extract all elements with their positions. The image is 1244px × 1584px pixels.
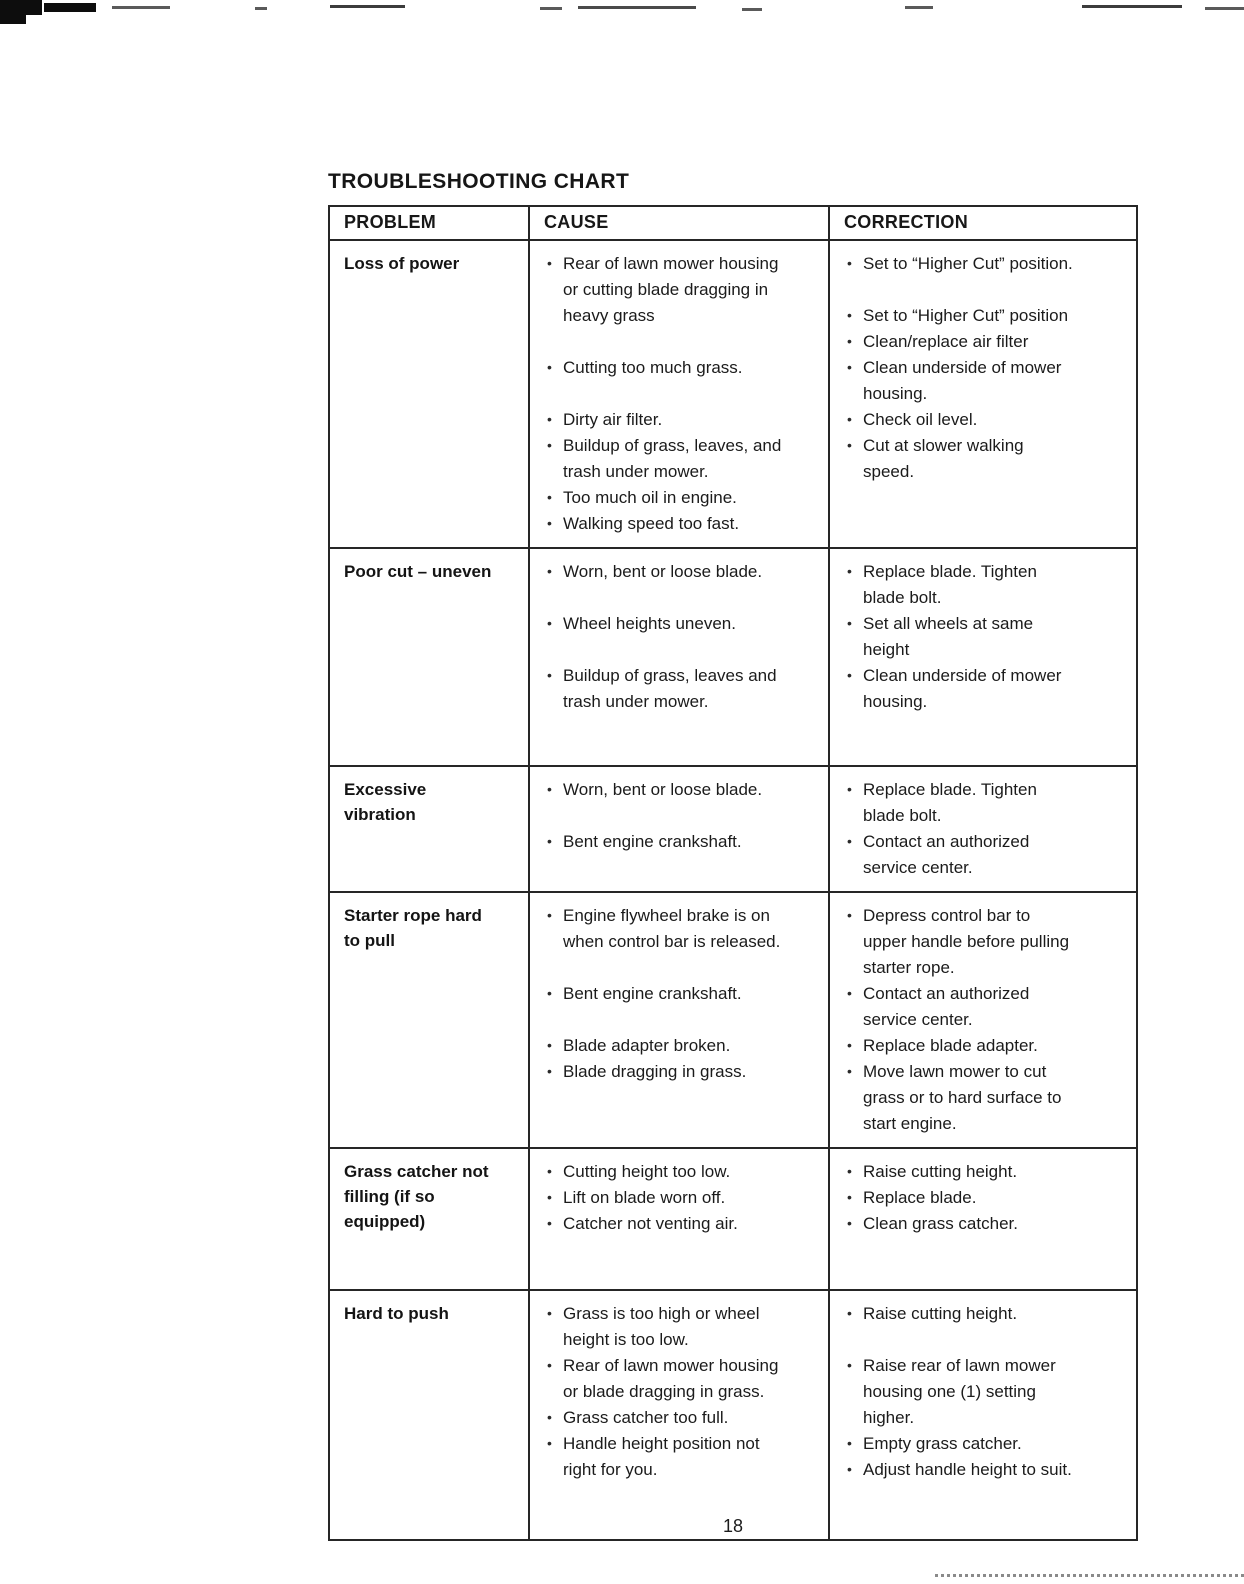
bullet-group — [544, 777, 788, 803]
bullet-group — [544, 1033, 788, 1085]
bullet-group — [544, 903, 788, 955]
scan-blotch-icon — [0, 15, 26, 24]
column-header-cause: CAUSE — [529, 206, 829, 240]
table-row — [329, 766, 1137, 892]
scan-edge-dash — [255, 7, 267, 10]
bullet-item: • Clean grass catcher. — [844, 1211, 1078, 1237]
bullet-item: • Replace blade adapter. — [844, 1033, 1078, 1059]
bullet-group — [544, 829, 788, 855]
page-title: TROUBLESHOOTING CHART — [328, 170, 630, 193]
bullet-group — [844, 251, 1078, 277]
problem-cell: Excessive vibration — [329, 766, 529, 892]
bullet-group — [544, 611, 788, 637]
scan-edge-dash — [905, 6, 933, 9]
bullet-group — [844, 777, 1078, 881]
scan-blotch-icon — [0, 0, 42, 15]
bullet-group — [844, 1301, 1078, 1327]
bullet-item: • Worn, bent or loose blade. — [544, 777, 788, 803]
scan-edge-dash — [540, 7, 562, 10]
bullet-item: • Rear of lawn mower housing or cutting blade dragging in heavy grass — [544, 251, 788, 329]
bullet-item: • Too much oil in engine. — [544, 485, 788, 511]
bullet-group — [544, 355, 788, 381]
table-row — [329, 892, 1137, 1148]
bullet-group — [844, 903, 1078, 1137]
bullet-item: • Bent engine crankshaft. — [544, 829, 788, 855]
bullet-item: • Engine flywheel brake is on when control bar is released. — [544, 903, 788, 955]
bullet-item: • Grass is too high or wheel height is too low. — [544, 1301, 788, 1353]
troubleshooting-table — [328, 205, 1138, 1541]
page-number: 18 — [722, 1516, 744, 1536]
bullet-item: • Depress control bar to upper handle before pulling starter rope. — [844, 903, 1078, 981]
bullet-item: • Rear of lawn mower housing or blade dragging in grass. — [544, 1353, 788, 1405]
bullet-item: • Raise cutting height. — [844, 1159, 1078, 1185]
bullet-item: • Set all wheels at same height — [844, 611, 1078, 663]
bullet-group — [544, 1301, 788, 1483]
bullet-item: • Handle height position not right for you. — [544, 1431, 788, 1483]
bullet-item: • Set to “Higher Cut” position. — [844, 251, 1078, 277]
bullet-item: • Catcher not venting air. — [544, 1211, 788, 1237]
problem-cell: Poor cut – uneven — [329, 548, 529, 766]
bullet-item: • Contact an authorized service center. — [844, 829, 1078, 881]
bullet-group — [544, 407, 788, 537]
bullet-item: • Cut at slower walking speed. — [844, 433, 1078, 485]
bullet-item: • Blade dragging in grass. — [544, 1059, 788, 1085]
cause-cell — [529, 892, 829, 1148]
bullet-item: • Worn, bent or loose blade. — [544, 559, 788, 585]
bullet-item: • Clean underside of mower housing. — [844, 355, 1078, 407]
bullet-item: • Set to “Higher Cut” position — [844, 303, 1078, 329]
cause-cell — [529, 766, 829, 892]
bullet-item: • Raise rear of lawn mower housing one (1) setting higher. — [844, 1353, 1078, 1431]
scan-edge-dash — [112, 6, 170, 9]
bullet-item: • Grass catcher too full. — [544, 1405, 788, 1431]
bullet-item: • Clean/replace air filter — [844, 329, 1078, 355]
scan-edge-dotted — [935, 1574, 1244, 1577]
scan-edge-dash — [578, 6, 696, 9]
bullet-group — [544, 251, 788, 329]
bullet-item: • Cutting too much grass. — [544, 355, 788, 381]
bullet-item: • Lift on blade worn off. — [544, 1185, 788, 1211]
bullet-item: • Replace blade. Tighten blade bolt. — [844, 559, 1078, 611]
cause-cell — [529, 548, 829, 766]
bullet-group — [544, 1159, 788, 1237]
correction-cell — [829, 1148, 1137, 1290]
problem-cell: Grass catcher not filling (if so equipped) — [329, 1148, 529, 1290]
bullet-item: • Move lawn mower to cut grass or to hard surface to start engine. — [844, 1059, 1078, 1137]
bullet-item: • Replace blade. — [844, 1185, 1078, 1211]
correction-cell — [829, 240, 1137, 548]
cause-cell — [529, 1290, 829, 1540]
bullet-item: • Contact an authorized service center. — [844, 981, 1078, 1033]
bullet-item: • Empty grass catcher. — [844, 1431, 1078, 1457]
bullet-group — [544, 559, 788, 585]
correction-cell — [829, 766, 1137, 892]
correction-cell — [829, 1290, 1137, 1540]
column-header-problem: PROBLEM — [329, 206, 529, 240]
scan-edge-dash — [742, 8, 762, 11]
bullet-item: • Buildup of grass, leaves and trash under mower. — [544, 663, 788, 715]
bullet-item: • Walking speed too fast. — [544, 511, 788, 537]
table-row — [329, 548, 1137, 766]
table-body — [329, 240, 1137, 1540]
bullet-group — [844, 1159, 1078, 1237]
bullet-group — [844, 303, 1078, 485]
bullet-item: • Replace blade. Tighten blade bolt. — [844, 777, 1078, 829]
bullet-group — [844, 1353, 1078, 1483]
table-row — [329, 1148, 1137, 1290]
bullet-item: • Bent engine crankshaft. — [544, 981, 788, 1007]
correction-cell — [829, 892, 1137, 1148]
cause-cell — [529, 240, 829, 548]
bullet-item: • Raise cutting height. — [844, 1301, 1078, 1327]
correction-cell — [829, 548, 1137, 766]
bullet-group — [544, 981, 788, 1007]
scan-edge-dash — [330, 5, 405, 8]
scan-edge-dash — [1205, 7, 1244, 10]
bullet-group — [844, 559, 1078, 715]
table-row — [329, 1290, 1137, 1540]
bullet-item: • Check oil level. — [844, 407, 1078, 433]
problem-cell: Starter rope hard to pull — [329, 892, 529, 1148]
bullet-item: • Clean underside of mower housing. — [844, 663, 1078, 715]
cause-cell — [529, 1148, 829, 1290]
scan-blotch-icon — [44, 3, 96, 12]
bullet-item: • Blade adapter broken. — [544, 1033, 788, 1059]
problem-cell: Loss of power — [329, 240, 529, 548]
column-header-correction: CORRECTION — [829, 206, 1137, 240]
table-header-row — [329, 206, 1137, 240]
problem-cell: Hard to push — [329, 1290, 529, 1540]
scan-edge-dash — [1082, 5, 1182, 8]
bullet-item: • Buildup of grass, leaves, and trash under mower. — [544, 433, 788, 485]
bullet-item: • Cutting height too low. — [544, 1159, 788, 1185]
table-row — [329, 240, 1137, 548]
bullet-item: • Dirty air filter. — [544, 407, 788, 433]
bullet-group — [544, 663, 788, 715]
bullet-item: • Wheel heights uneven. — [544, 611, 788, 637]
bullet-item: • Adjust handle height to suit. — [844, 1457, 1078, 1483]
document-page — [328, 170, 1138, 1541]
